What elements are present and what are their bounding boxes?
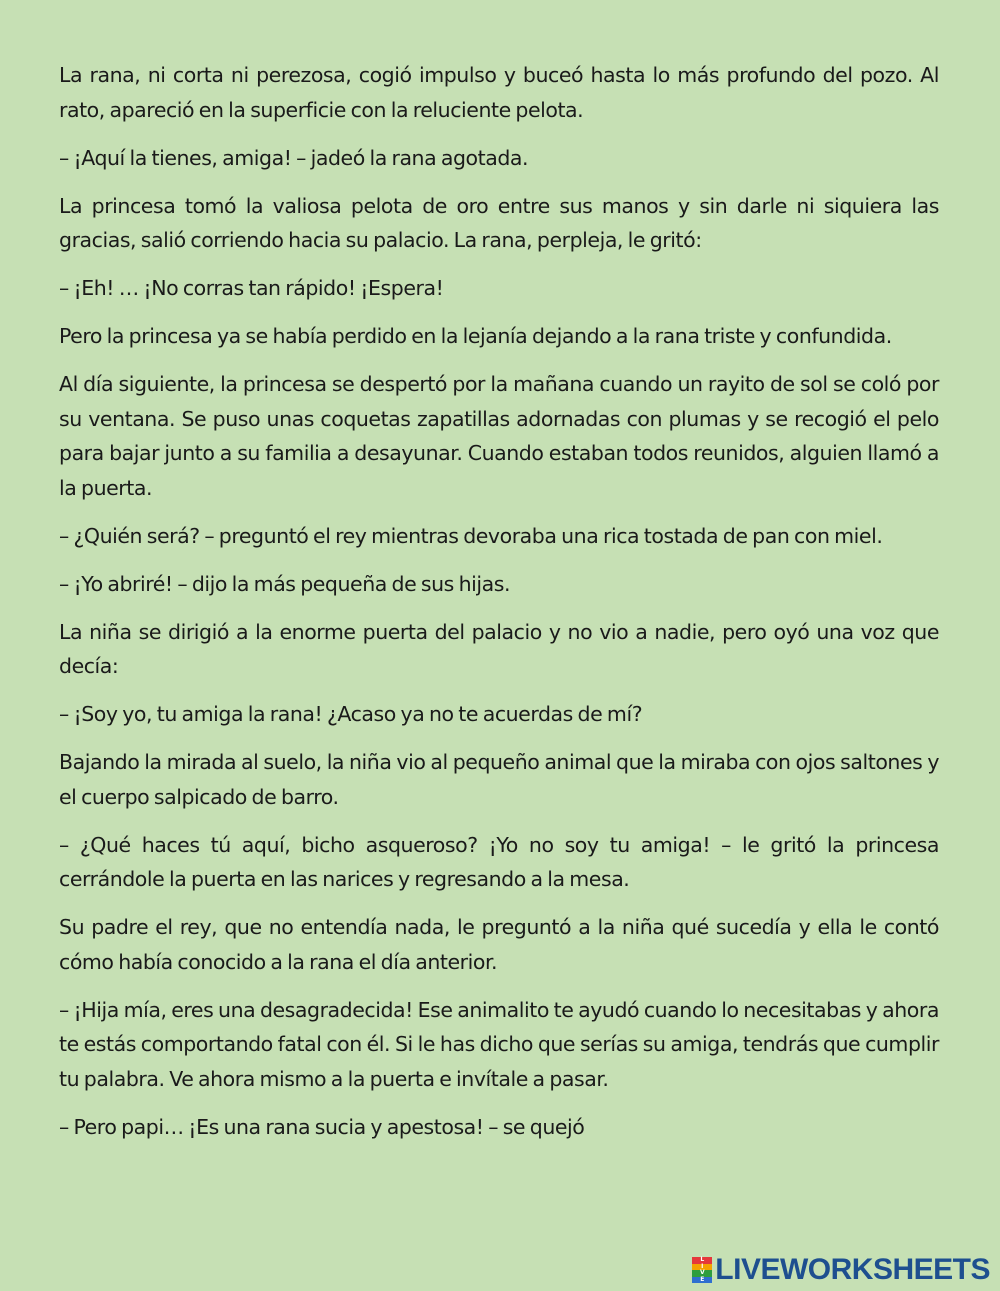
story-paragraph: – ¡Yo abriré! – dijo la más pequeña de sus hijas. bbox=[59, 571, 511, 596]
live-badge-icon bbox=[692, 1257, 712, 1283]
story-paragraph: La princesa tomó la valiosa pelota de oro entre sus manos y sin darle ni siquiera las gracias, salió corriendo hacia su palacio. La rana, perpleja, le gritó: bbox=[59, 193, 939, 252]
story-paragraph: Al día siguiente, la princesa se despertó por la mañana cuando un rayito de sol se coló por su ventana. Se puso unas coquetas zapatillas adornadas con plumas y se recogió el pelo para bajar junto a su familia a desayunar. Cuando estaban todos reunidos, alguien llamó a la puerta. bbox=[59, 372, 939, 500]
story-paragraph: – ¡Eh! … ¡No corras tan rápido! ¡Espera! bbox=[59, 276, 444, 300]
story-paragraph: Pero la princesa ya se había perdido en la lejanía dejando a la rana triste y confundida. bbox=[59, 324, 892, 348]
badge-letter: I bbox=[692, 1264, 712, 1271]
story-paragraph: – Pero papi… ¡Es una rana sucia y apestosa! – se quejó bbox=[59, 1114, 585, 1139]
story-paragraph: Su padre el rey, que no entendía nada, le preguntó a la niña qué sucedía y ella le contó cómo había conocido a la rana el día anterior. bbox=[59, 915, 939, 974]
story-paragraph: – ¡Hija mía, eres una desagradecida! Ese animalito te ayudó cuando lo necesitabas y ahora te estás comportando fatal con él. Si le has dicho que serías su amiga, tendrás que cumplir tu palabra. Ve ahora mismo a la puerta e invítale a pasar. bbox=[59, 997, 939, 1091]
badge-letter: L bbox=[692, 1257, 712, 1264]
badge-letter: V bbox=[692, 1270, 712, 1277]
story-text bbox=[59, 58, 939, 1158]
story-paragraph: La niña se dirigió a la enorme puerta del palacio y no vio a nadie, pero oyó una voz que decía: bbox=[59, 619, 939, 678]
story-paragraph: – ¡Soy yo, tu amiga la rana! ¿Acaso ya no te acuerdas de mí? bbox=[59, 702, 643, 726]
story-paragraph: – ¿Quién será? – preguntó el rey mientras devoraba una rica tostada de pan con miel. bbox=[59, 523, 883, 548]
badge-letter: E bbox=[692, 1277, 712, 1284]
story-paragraph: – ¡Aquí la tienes, amiga! – jadeó la rana agotada. bbox=[59, 145, 529, 170]
story-paragraph: La rana, ni corta ni perezosa, cogió impulso y buceó hasta lo más profundo del pozo. Al rato, apareció en la superficie con la reluciente pelota. bbox=[59, 63, 939, 122]
story-paragraph: Bajando la mirada al suelo, la niña vio al pequeño animal que la miraba con ojos saltones y el cuerpo salpicado de barro. bbox=[59, 750, 939, 809]
liveworksheets-logo bbox=[692, 1253, 990, 1287]
logo-text: LIVEWORKSHEETS bbox=[715, 1253, 990, 1286]
story-paragraph: – ¿Qué haces tú aquí, bicho asqueroso? ¡Yo no soy tu amiga! – le gritó la princesa cerrándole la puerta en las narices y regresando a la mesa. bbox=[59, 832, 939, 891]
